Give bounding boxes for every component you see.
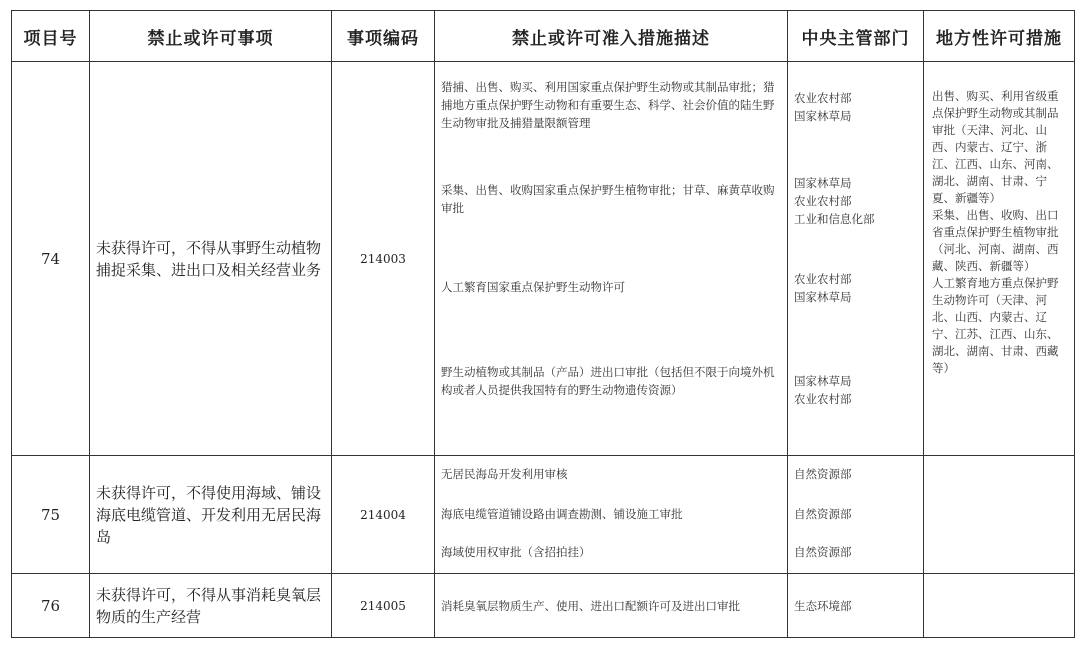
measures-cell <box>435 456 788 574</box>
item-number: 76 <box>12 574 90 638</box>
dept-text: 农业农村部 国家林草局 <box>794 272 852 304</box>
measure-text: 猎捕、出售、购买、利用国家重点保护野生动物或其制品审批；猎捕地方重点保护野生动物和有重要生态、科学、社会价值的陆生野生动物审批及捕猎量限额管理 <box>441 80 775 130</box>
dept-text: 自然资源部 <box>794 545 852 559</box>
table-row <box>12 62 1075 456</box>
measure-text: 人工繁育国家重点保护野生动物许可 <box>441 280 625 294</box>
item-code: 214004 <box>332 456 435 574</box>
dept-cell <box>788 456 924 574</box>
header-local: 地方性许可措施 <box>924 11 1075 62</box>
header-code: 事项编码 <box>332 11 435 62</box>
measure-text: 海底电缆管道铺设路由调查勘测、铺设施工审批 <box>441 507 683 521</box>
measure-text: 消耗臭氧层物质生产、使用、进出口配额许可及进出口审批 <box>435 574 788 638</box>
header-dept: 中央主管部门 <box>788 11 924 62</box>
item-code: 214005 <box>332 574 435 638</box>
dept-text: 自然资源部 <box>794 507 852 521</box>
item-description: 未获得许可，不得使用海域、铺设海底电缆管道、开发利用无居民海岛 <box>90 456 332 574</box>
measure-text: 海域使用权审批（含招拍挂） <box>441 545 591 559</box>
dept-text: 农业农村部 国家林草局 <box>794 91 852 123</box>
table-row <box>12 456 1075 574</box>
local-measures <box>924 456 1075 574</box>
item-number: 74 <box>12 62 90 456</box>
measure-text: 无居民海岛开发利用审核 <box>441 467 568 481</box>
item-code: 214003 <box>332 62 435 456</box>
header-item: 禁止或许可事项 <box>90 11 332 62</box>
item-description: 未获得许可，不得从事消耗臭氧层物质的生产经营 <box>90 574 332 638</box>
local-measures <box>924 574 1075 638</box>
license-table <box>11 10 1075 638</box>
dept-cell <box>788 62 924 456</box>
header-item-no: 项目号 <box>12 11 90 62</box>
measure-text: 采集、出售、收购国家重点保护野生植物审批；甘草、麻黄草收购审批 <box>441 183 775 215</box>
item-description: 未获得许可，不得从事野生动植物捕捉采集、进出口及相关经营业务 <box>90 62 332 456</box>
measure-text: 野生动植物或其制品（产品）进出口审批（包括但不限于向境外机构或者人员提供我国特有的野生动物遗传资源） <box>441 365 775 397</box>
dept-text: 国家林草局 农业农村部 工业和信息化部 <box>794 176 875 226</box>
local-measures: 出售、购买、利用省级重点保护野生动物或其制品审批（天津、河北、山西、内蒙古、辽宁、浙江、江西、山东、河南、湖北、湖南、甘肃、宁夏、新疆等） 采集、出售、收购、出口省重点保护野生植物审批（河北、河南、湖南、西藏、陕西、新疆等） 人工繁育地方重点保护野生动物许可（天津、河北、山西、内蒙古、辽宁、江苏、江西、山东、湖北、湖南、甘肃、西藏等） <box>924 62 1075 456</box>
dept-text: 国家林草局 农业农村部 <box>794 374 852 406</box>
header-measures: 禁止或许可准入措施描述 <box>435 11 788 62</box>
item-number: 75 <box>12 456 90 574</box>
table-row <box>12 574 1075 638</box>
measures-cell <box>435 62 788 456</box>
dept-text: 生态环境部 <box>788 574 924 638</box>
header-row <box>12 11 1075 62</box>
dept-text: 自然资源部 <box>794 467 852 481</box>
